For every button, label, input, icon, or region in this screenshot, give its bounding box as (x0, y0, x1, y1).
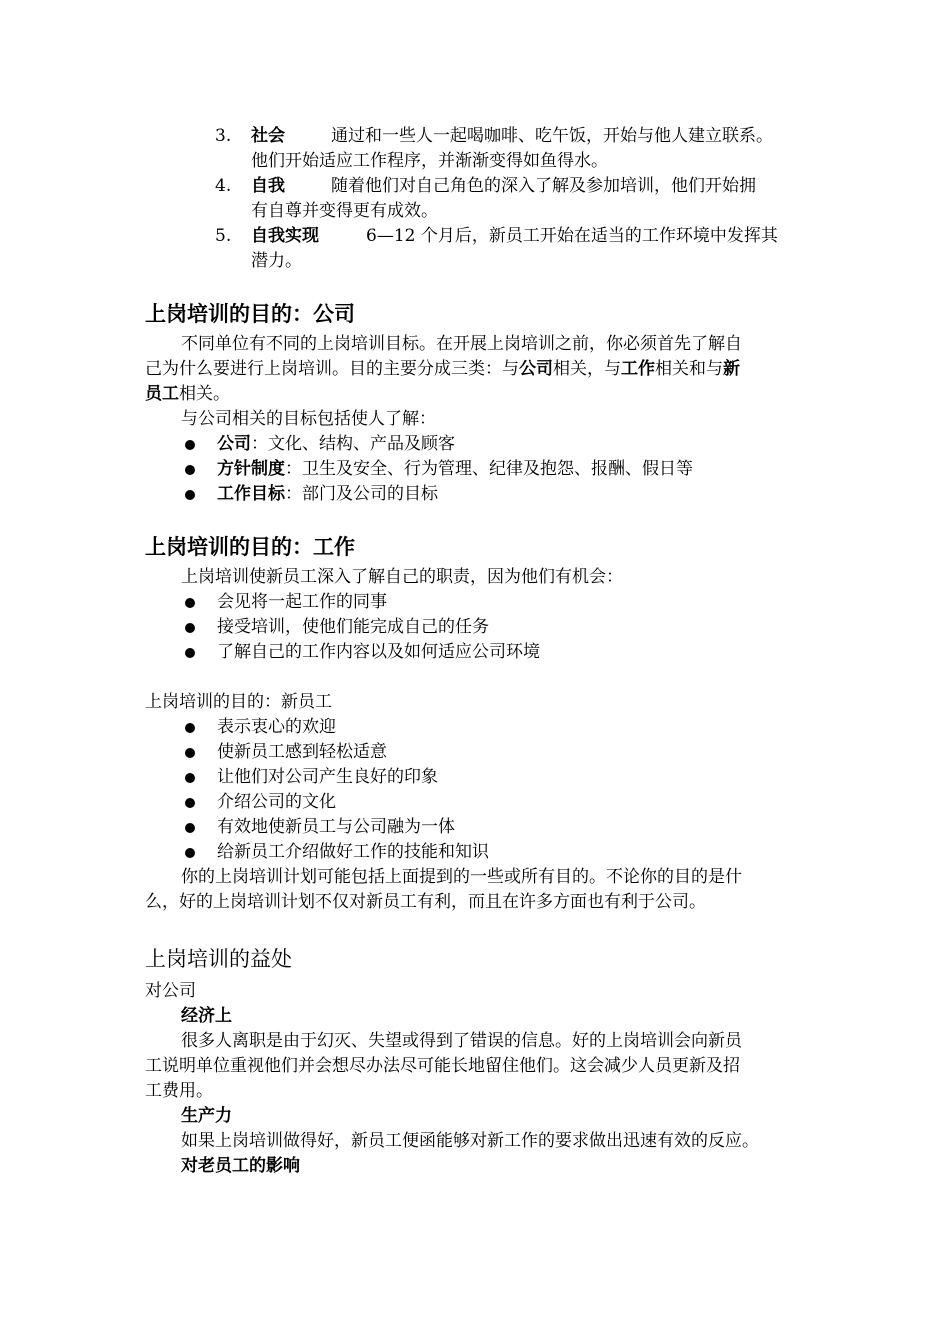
text: 表示衷心的欢迎 (217, 717, 336, 737)
text: ：文化、结构、产品及顾客 (251, 434, 455, 454)
paragraph-cont: 工费用。 (145, 1081, 213, 1101)
list-item (145, 432, 825, 457)
paragraph: 与公司相关的目标包括使人了解： (181, 409, 436, 429)
item-number: 5. (215, 226, 232, 246)
list-item (145, 457, 825, 482)
item-text-cont: 潜力。 (251, 251, 302, 271)
list-item (145, 790, 825, 815)
bullet-icon (185, 723, 195, 733)
text: 相关和与 (655, 359, 723, 379)
list-item (145, 765, 825, 790)
bullet-icon (185, 748, 195, 758)
text: 相关。 (179, 384, 230, 404)
item-text-cont: 他们开始适应工作程序，并渐渐变得如鱼得水。 (251, 151, 608, 171)
text: 接受培训，使他们能完成自己的任务 (217, 617, 489, 637)
paragraph: 你的上岗培训计划可能包括上面提到的一些或所有目的。不论你的目的是什 (181, 867, 742, 887)
bullet-icon (185, 773, 195, 783)
text: 相关，与 (553, 359, 621, 379)
paragraph-cont (145, 382, 825, 407)
text: ：部门及公司的目标 (285, 484, 438, 504)
text: 给新员工介绍做好工作的技能和知识 (217, 842, 489, 862)
list-item (145, 590, 825, 615)
bullet-icon (185, 848, 195, 858)
numbered-item (145, 174, 825, 224)
numbered-item (145, 124, 825, 174)
paragraph: 如果上岗培训做得好，新员工便函能够对新工作的要求做出迅速有效的反应。 (181, 1131, 759, 1151)
bullet-icon (185, 598, 195, 608)
text: 己为什么要进行上岗培训。目的主要分成三类：与 (145, 359, 519, 379)
item-text: 通过和一些人一起喝咖啡、吃午饭，开始与他人建立联系。 (331, 126, 773, 146)
bold-text: 公司 (217, 434, 251, 454)
subsection-heading: 生产力 (181, 1106, 232, 1126)
paragraph-cont (145, 357, 825, 382)
list-item (145, 840, 825, 865)
bold-text: 工作 (621, 359, 655, 379)
paragraph (145, 332, 825, 357)
bullet-icon (185, 798, 195, 808)
section-heading-benefits: 上岗培训的益处 (145, 947, 292, 971)
list-item (145, 740, 825, 765)
paragraph: 很多人离职是由于幻灭、失望或得到了错误的信息。好的上岗培训会向新员 (181, 1031, 742, 1051)
section-heading-newstaff: 上岗培训的目的：新员工 (145, 692, 332, 712)
section-heading-work: 上岗培训的目的：工作 (145, 535, 355, 559)
item-text: 随着他们对自己角色的深入了解及参加培训，他们开始拥 (331, 176, 756, 196)
text: 使新员工感到轻松适意 (217, 742, 387, 762)
paragraph: 上岗培训使新员工深入了解自己的职责，因为他们有机会： (181, 567, 623, 587)
list-item (145, 640, 825, 665)
bullet-icon (185, 440, 195, 450)
bold-text: 员工 (145, 384, 179, 404)
text: 让他们对公司产生良好的印象 (217, 767, 438, 787)
subsection-heading: 对老员工的影响 (181, 1156, 300, 1176)
paragraph-cont: 工说明单位重视他们并会想尽办法尽可能长地留住他们。这会减少人员更新及招 (145, 1056, 740, 1076)
list-item (145, 815, 825, 840)
numbered-item (145, 224, 825, 274)
bold-text: 方针制度 (217, 459, 285, 479)
bullet-icon (185, 490, 195, 500)
item-number: 4. (215, 176, 232, 196)
item-text-cont: 有自尊并变得更有成效。 (251, 201, 438, 221)
text: 会见将一起工作的同事 (217, 592, 387, 612)
subsection-label: 对公司 (145, 981, 196, 1001)
bullet-icon (185, 465, 195, 475)
bold-text: 新 (723, 359, 740, 379)
document-page (145, 124, 825, 1179)
text: ：卫生及安全、行为管理、纪律及抱怨、报酬、假日等 (285, 459, 693, 479)
section-heading-company: 上岗培训的目的：公司 (145, 302, 355, 326)
paragraph-cont: 么，好的上岗培训计划不仅对新员工有利，而且在许多方面也有利于公司。 (145, 892, 706, 912)
text: 不同单位有不同的上岗培训目标。在开展上岗培训之前，你必须首先了解自 (181, 334, 742, 354)
bold-text: 公司 (519, 359, 553, 379)
list-item (145, 482, 825, 507)
list-item (145, 715, 825, 740)
text: 有效地使新员工与公司融为一体 (217, 817, 455, 837)
item-term: 社会 (251, 126, 285, 146)
bullet-icon (185, 823, 195, 833)
bullet-icon (185, 623, 195, 633)
bold-text: 工作目标 (217, 484, 285, 504)
text: 介绍公司的文化 (217, 792, 336, 812)
list-item (145, 615, 825, 640)
subsection-heading: 经济上 (181, 1006, 232, 1026)
item-term: 自我实现 (251, 226, 319, 246)
bullet-icon (185, 648, 195, 658)
item-term: 自我 (251, 176, 285, 196)
item-number: 3. (215, 126, 232, 146)
item-text: 6—12 个月后，新员工开始在适当的工作环境中发挥其 (366, 226, 778, 246)
text: 了解自己的工作内容以及如何适应公司环境 (217, 642, 540, 662)
